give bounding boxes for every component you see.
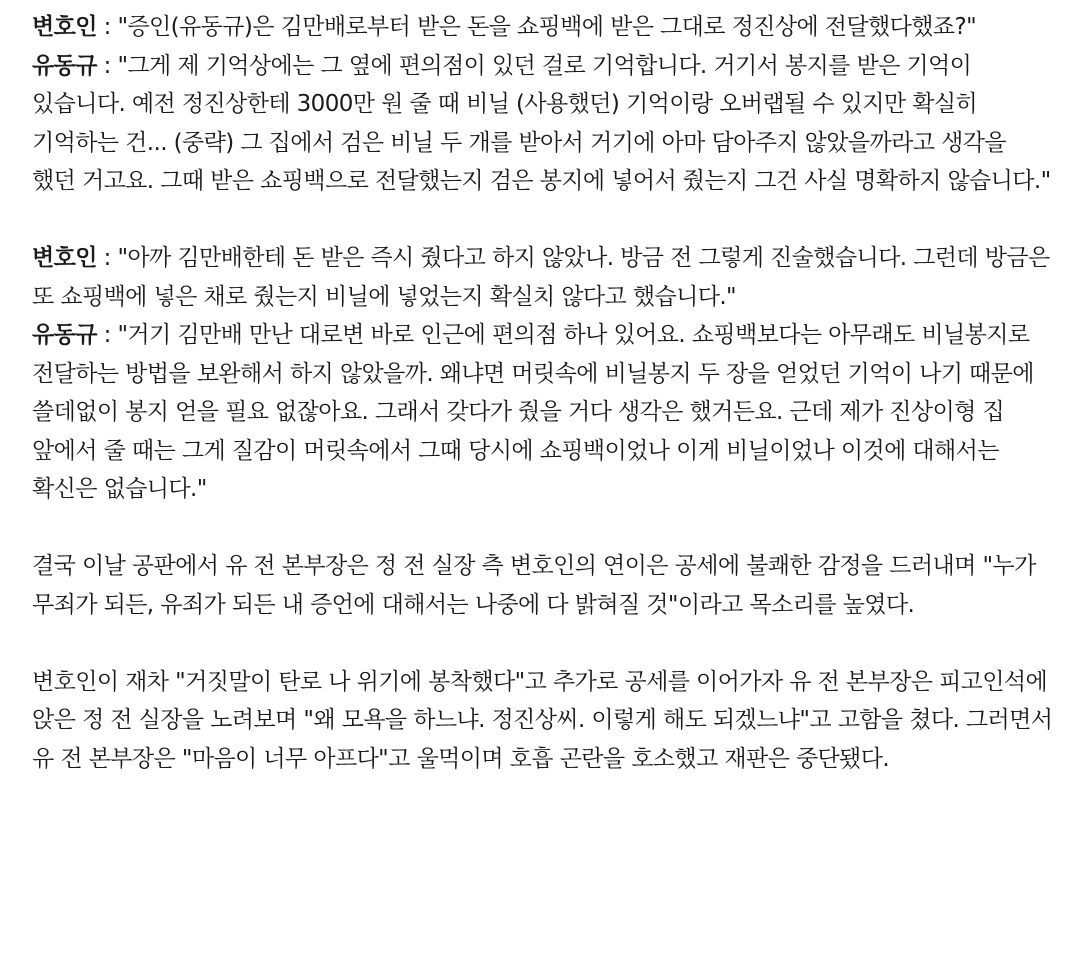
quote-text: "거기 김만배 만난 대로변 바로 인근에 편의점 하나 있어요. 쇼핑백보다는 아무래도 비닐봉지로 전달하는 방법을 보완해서 하지 않았을까. 왜냐면 머릿속에 비닐봉지 두 장을 얻었던 기억이 나기 때문에 쓸데없이 봉지 얻을 필요 없잖아요. 그래서 갖다가 줬을 거다 생각은 했거든요. 근데 제가 진상이형 집 앞에서 줄 때는 그게 질감이 머릿속에서 그때 당시에 쇼핑백이었나 이게 비닐이었나 이것에 대해서는 확신은 없습니다." <box>32 322 1034 502</box>
speaker-name: 유동규 <box>32 322 97 348</box>
speaker-separator: : <box>96 245 118 271</box>
transcript-line <box>32 239 1053 316</box>
speaker-name: 변호인 <box>32 14 97 40</box>
body-paragraph: 변호인이 재차 "거짓말이 탄로 나 위기에 봉착했다"고 추가로 공세를 이어가자 유 전 본부장은 피고인석에 앉은 정 전 실장을 노려보며 "왜 모욕을 하느냐. 정진상씨. 이렇게 해도 되겠느냐"고 고함을 쳤다. 그러면서 유 전 본부장은 "마음이 너무 아프다"고 울먹이며 호흡 곤란을 호소했고 재판은 중단됐다. <box>32 668 1053 772</box>
transcript-block-2 <box>32 239 1053 509</box>
speaker-separator: : <box>96 52 118 79</box>
speaker-name: 유동규 <box>32 52 97 79</box>
transcript-line <box>32 47 1053 201</box>
quote-text: "아까 김만배한테 돈 받은 즉시 줬다고 하지 않았나. 방금 전 그렇게 진술했습니다. 그런데 방금은 또 쇼핑백에 넣은 채로 줬는지 비닐에 넣었는지 확실치 않다고 했습니다." <box>32 245 1050 310</box>
speaker-name: 변호인 <box>32 245 97 271</box>
speaker-separator: : <box>96 14 118 40</box>
body-paragraph: 결국 이날 공판에서 유 전 본부장은 정 전 실장 측 변호인의 연이은 공세에 불쾌한 감정을 드러내며 "누가 무죄가 되든, 유죄가 되든 내 증언에 대해서는 나중에 다 밝혀질 것"이라고 목소리를 높였다. <box>32 553 1036 618</box>
transcript-block-1 <box>32 8 1053 201</box>
quote-text: "그게 제 기억상에는 그 옆에 편의점이 있던 걸로 기억합니다. 거기서 봉지를 받은 기억이 있습니다. 예전 정진상한테 3000만 원 줄 때 비닐 (사용했던) 기억이랑 오버랩될 수 있지만 확실히 기억하는 건... (중략) 그 집에서 검은 비닐 두 개를 받아서 거기에 아마 담아주지 않았을까라고 생각을 했던 거고요. 그때 받은 쇼핑백으로 전달했는지 검은 봉지에 넣어서 줬는지 그건 사실 명확하지 않습니다." <box>32 52 1051 194</box>
speaker-separator: : <box>96 322 118 348</box>
quote-text: "증인(유동규)은 김만배로부터 받은 돈을 쇼핑백에 받은 그대로 정진상에 전달했다했죠?" <box>117 14 977 40</box>
transcript-line <box>32 8 1053 47</box>
transcript-line <box>32 316 1053 509</box>
